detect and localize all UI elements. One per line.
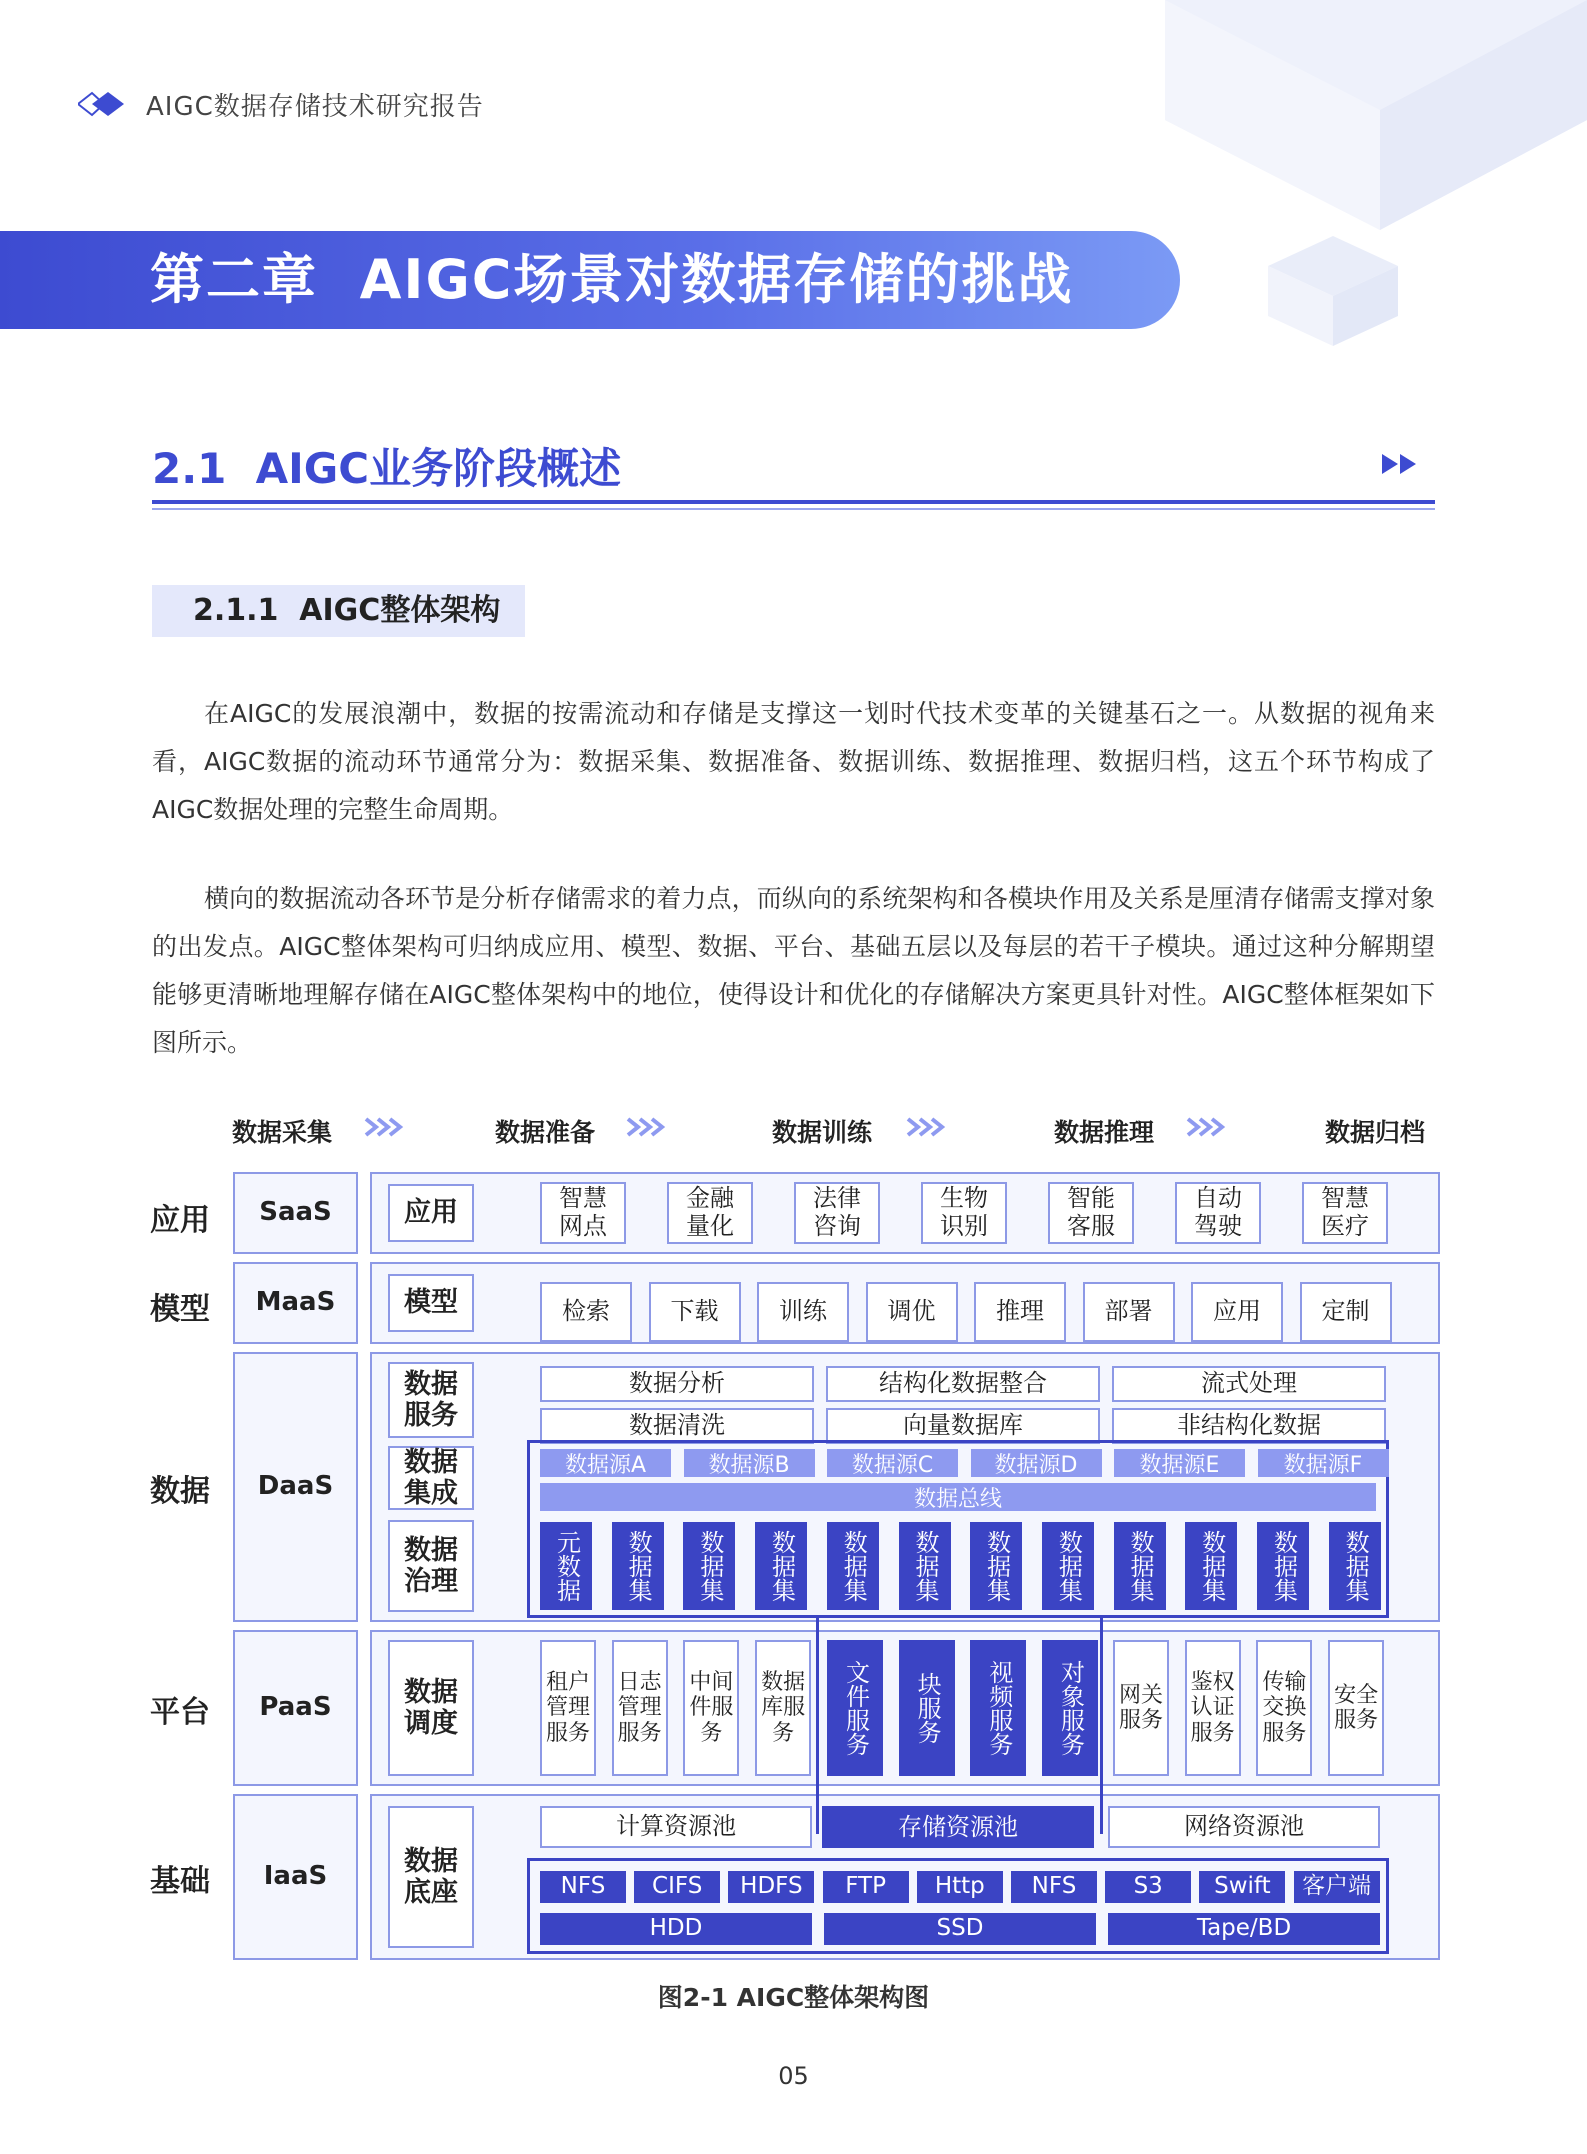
page-number: 05	[778, 2062, 809, 2090]
storage-protocol: NFS	[540, 1871, 626, 1903]
flow-arrow-icon	[906, 1116, 946, 1138]
maas-item: 部署	[1083, 1282, 1175, 1342]
platform-service: 鉴权 认证 服务	[1185, 1640, 1241, 1776]
stage-label: 数据训练	[772, 1118, 873, 1147]
maas-label: 模型	[388, 1274, 474, 1332]
report-header	[78, 84, 484, 124]
platform-service: 传输 交换 服务	[1256, 1640, 1312, 1776]
platform-service: 日志 管理 服务	[612, 1640, 668, 1776]
dataset: 数据集	[1257, 1522, 1309, 1610]
double-arrow-icon	[1380, 452, 1420, 476]
layer-code: PaaS	[259, 1692, 332, 1723]
stage-label: 数据采集	[232, 1118, 333, 1147]
dataset: 数据集	[1185, 1522, 1237, 1610]
saas-item: 生物 识别	[921, 1182, 1007, 1244]
report-logo-icon	[78, 91, 136, 117]
layer-code: IaaS	[263, 1861, 328, 1892]
storage-protocol: NFS	[1011, 1871, 1097, 1903]
data-service: 非结构化数据	[1112, 1408, 1386, 1444]
decorative-cube-top	[1150, 0, 1587, 240]
subsection-title: 2.1.1 AIGC整体架构	[193, 593, 501, 628]
maas-item: 下载	[649, 1282, 741, 1342]
storage-media: HDD	[540, 1913, 812, 1945]
dataset: 数据集	[1329, 1522, 1381, 1610]
daas-label-governance: 数据 治理	[388, 1520, 474, 1612]
saas-item: 金融 量化	[667, 1182, 753, 1244]
platform-service: 网关 服务	[1113, 1640, 1169, 1776]
dataset: 数据集	[755, 1522, 807, 1610]
data-service: 流式处理	[1112, 1366, 1386, 1402]
platform-service: 租户 管理 服务	[540, 1640, 596, 1776]
data-service: 结构化数据整合	[826, 1366, 1100, 1402]
data-source: 数据源C	[827, 1449, 958, 1477]
storage-service: 文件服务	[827, 1640, 883, 1776]
dataset: 数据集	[899, 1522, 951, 1610]
maas-item: 调优	[866, 1282, 958, 1342]
layer-code: MaaS	[255, 1287, 336, 1318]
layer-name: 模型	[150, 1292, 210, 1327]
chapter-title: 第二章 AIGC场景对数据存储的挑战	[150, 248, 1074, 311]
dataset: 元数据	[540, 1522, 592, 1610]
storage-protocol: CIFS	[634, 1871, 720, 1903]
maas-item: 推理	[974, 1282, 1066, 1342]
data-source: 数据源A	[540, 1449, 671, 1477]
data-service: 数据分析	[540, 1366, 814, 1402]
saas-item: 智慧 医疗	[1302, 1182, 1388, 1244]
network-outline	[1100, 1618, 1106, 1834]
saas-item: 自动 驾驶	[1175, 1182, 1261, 1244]
maas-item: 检索	[540, 1282, 632, 1342]
stage-label: 数据归档	[1325, 1118, 1426, 1147]
report-title: AIGC数据存储技术研究报告	[146, 91, 484, 122]
dataset: 数据集	[827, 1522, 879, 1610]
storage-service: 视频服务	[970, 1640, 1026, 1776]
storage-service: 对象服务	[1042, 1640, 1098, 1776]
storage-media: SSD	[824, 1913, 1096, 1945]
dataset: 数据集	[612, 1522, 664, 1610]
data-source: 数据源E	[1114, 1449, 1245, 1477]
decorative-cube-small	[1268, 236, 1398, 346]
data-bus: 数据总线	[540, 1483, 1376, 1511]
saas-item: 法律 咨询	[794, 1182, 880, 1244]
flow-arrow-icon	[626, 1116, 666, 1138]
storage-protocol: Swift	[1199, 1871, 1285, 1903]
storage-pool: 存储资源池	[822, 1806, 1094, 1848]
layer-code: DaaS	[257, 1471, 334, 1502]
data-service: 数据清洗	[540, 1408, 814, 1444]
platform-service: 数据 库服 务	[755, 1640, 811, 1776]
body-paragraph: 横向的数据流动各环节是分析存储需求的着力点，而纵向的系统架构和各模块作用及关系是厘清存储需支撑对象的出发点。AIGC整体架构可归纳成应用、模型、数据、平台、基础五层以及每层的若干子模块。通过这种分解期望能够更清晰地理解存储在AIGC整体架构中的地位，使得设计和优化的存储解决方案更具针对性。AIGC整体框架如下图所示。	[152, 884, 1435, 1057]
platform-service: 中间 件服 务	[683, 1640, 739, 1776]
dataset: 数据集	[1042, 1522, 1094, 1610]
storage-service: 块服务	[899, 1640, 955, 1776]
storage-protocol: S3	[1105, 1871, 1191, 1903]
data-source: 数据源B	[684, 1449, 815, 1477]
dataset: 数据集	[683, 1522, 735, 1610]
platform-service: 安全 服务	[1328, 1640, 1384, 1776]
data-service: 向量数据库	[826, 1408, 1100, 1444]
paas-label: 数据 调度	[388, 1640, 474, 1776]
maas-item: 定制	[1300, 1282, 1392, 1342]
flow-arrow-icon	[1186, 1116, 1226, 1138]
storage-protocol: FTP	[823, 1871, 909, 1903]
section-title: 2.1 AIGC业务阶段概述	[152, 444, 622, 493]
storage-media: Tape/BD	[1108, 1913, 1380, 1945]
dataset: 数据集	[970, 1522, 1022, 1610]
iaas-label: 数据 底座	[388, 1806, 474, 1948]
layer-name: 基础	[150, 1864, 210, 1899]
daas-label-integration: 数据 集成	[388, 1446, 474, 1510]
data-source: 数据源F	[1258, 1449, 1389, 1477]
section-divider-thin	[152, 508, 1435, 510]
stage-label: 数据准备	[495, 1118, 596, 1147]
layer-name: 应用	[150, 1203, 210, 1238]
data-source: 数据源D	[971, 1449, 1102, 1477]
compute-pool: 计算资源池	[540, 1806, 812, 1848]
saas-label: 应用	[388, 1184, 474, 1242]
layer-name: 数据	[150, 1474, 210, 1509]
saas-frame	[370, 1172, 1440, 1254]
dataset: 数据集	[1114, 1522, 1166, 1610]
layer-name: 平台	[150, 1695, 210, 1730]
saas-item: 智慧 网点	[540, 1182, 626, 1244]
storage-protocol: 客户端	[1294, 1871, 1380, 1903]
network-pool: 网络资源池	[1108, 1806, 1380, 1848]
saas-item: 智能 客服	[1048, 1182, 1134, 1244]
body-paragraph: 在AIGC的发展浪潮中，数据的按需流动和存储是支撑这一划时代技术变革的关键基石之一。从数据的视角来看，AIGC数据的流动环节通常分为：数据采集、数据准备、数据训练、数据推理、数据归档，这五个环节构成了AIGC数据处理的完整生命周期。	[152, 699, 1435, 824]
maas-item: 应用	[1191, 1282, 1283, 1342]
stage-label: 数据推理	[1054, 1118, 1155, 1147]
storage-protocol: Http	[917, 1871, 1003, 1903]
section-divider	[152, 500, 1435, 504]
maas-item: 训练	[757, 1282, 849, 1342]
daas-label-service: 数据 服务	[388, 1362, 474, 1438]
figure-caption: 图2-1 AIGC整体架构图	[657, 1983, 930, 2012]
flow-arrow-icon	[364, 1116, 404, 1138]
storage-protocol: HDFS	[728, 1871, 814, 1903]
layer-code: SaaS	[259, 1197, 332, 1228]
